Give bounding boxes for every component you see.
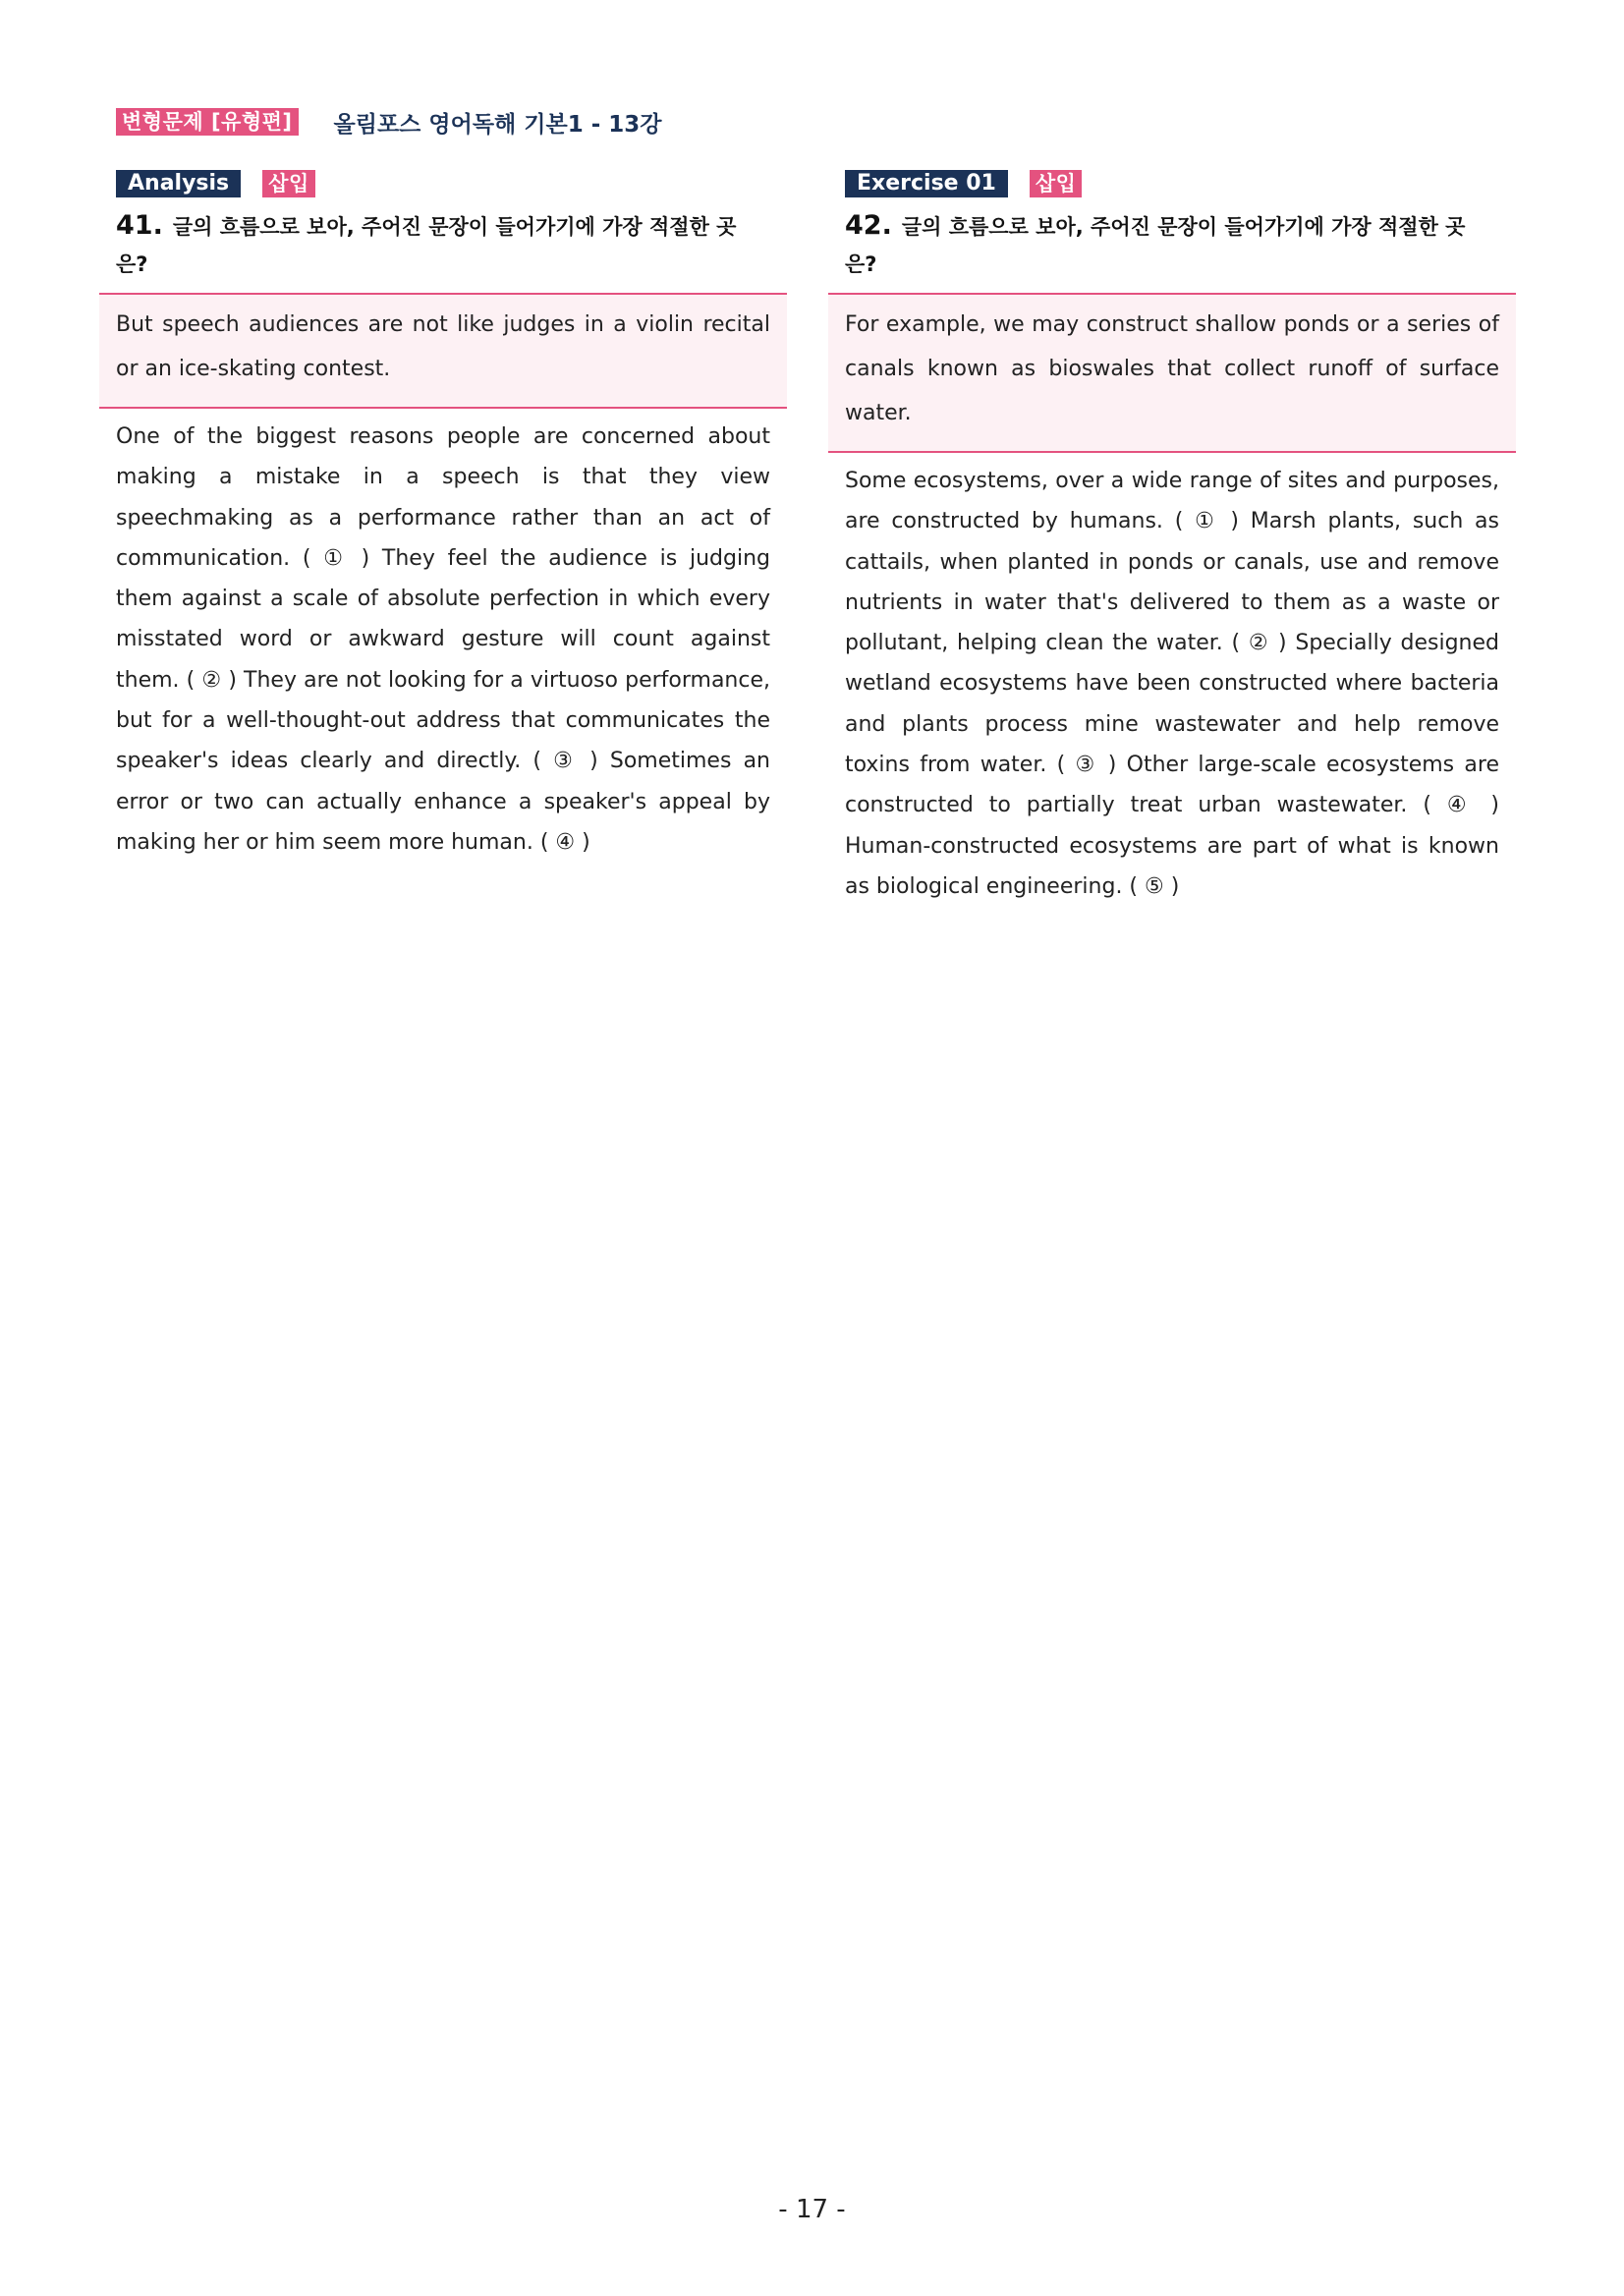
- passage-text: One of the biggest reasons people are concerned about making a mistake in a speech is that they view speechmaking as a performance rather than an act of communication. ( ① ) They feel the audience is judging them against a scale of absolute perfection in which every misstated word or awkward gesture will count against them. ( ② ) They are not looking for a virtuoso performance, but for a well-thought-out address that communicates the speaker's ideas clearly and directly. ( ③ ) Sometimes an error or two can actually enhance a speaker's appeal by making her or him seem more human. ( ④ ): [116, 424, 770, 855]
- page-header: [116, 106, 662, 138]
- question-41-column: [99, 170, 787, 863]
- question-number: 42.: [845, 210, 892, 241]
- question-text: 글의 흐름으로 보아, 주어진 문장이 들어가기에 가장 적절한 곳은?: [116, 215, 737, 276]
- type-tag: 삽입: [1030, 170, 1083, 197]
- page-number: - 17 -: [778, 2195, 846, 2224]
- question-text: 글의 흐름으로 보아, 주어진 문장이 들어가기에 가장 적절한 곳은?: [845, 215, 1466, 276]
- type-tag: 삽입: [262, 170, 315, 197]
- given-sentence: For example, we may construct shallow ponds or a series of canals known as bioswales that collect runoff of surface water.: [828, 293, 1516, 453]
- exercise-label: Exercise 01: [845, 170, 1008, 197]
- question-tags: [828, 170, 1516, 197]
- question-42-column: [828, 170, 1516, 907]
- passage-text: Some ecosystems, over a wide range of sites and purposes, are constructed by humans. ( ① ) Marsh plants, such as cattails, when planted in ponds or canals, use and remove nutrients in water that's delivered to them as a waste or pollutant, helping clean the water. ( ② ) Specially designed wetland ecosystems have been constructed where bacteria and plants process mine wastewater and help remove toxins from water. ( ③ ) Other large-scale ecosystems are constructed to partially treat urban wastewater. ( ④ ) Human-constructed ecosystems are part of what is known as biological engineering. ( ⑤ ): [845, 469, 1499, 899]
- question-tags: [99, 170, 787, 197]
- question-title: [828, 207, 1493, 283]
- analysis-label: Analysis: [116, 170, 241, 197]
- header-title: 올림포스 영어독해 기본1 - 13강: [333, 111, 662, 138]
- question-title: [99, 207, 764, 283]
- section-badge: 변형문제 [유형편]: [116, 108, 299, 136]
- given-sentence: But speech audiences are not like judges in a violin recital or an ice-skating contest.: [99, 293, 787, 409]
- question-number: 41.: [116, 210, 163, 241]
